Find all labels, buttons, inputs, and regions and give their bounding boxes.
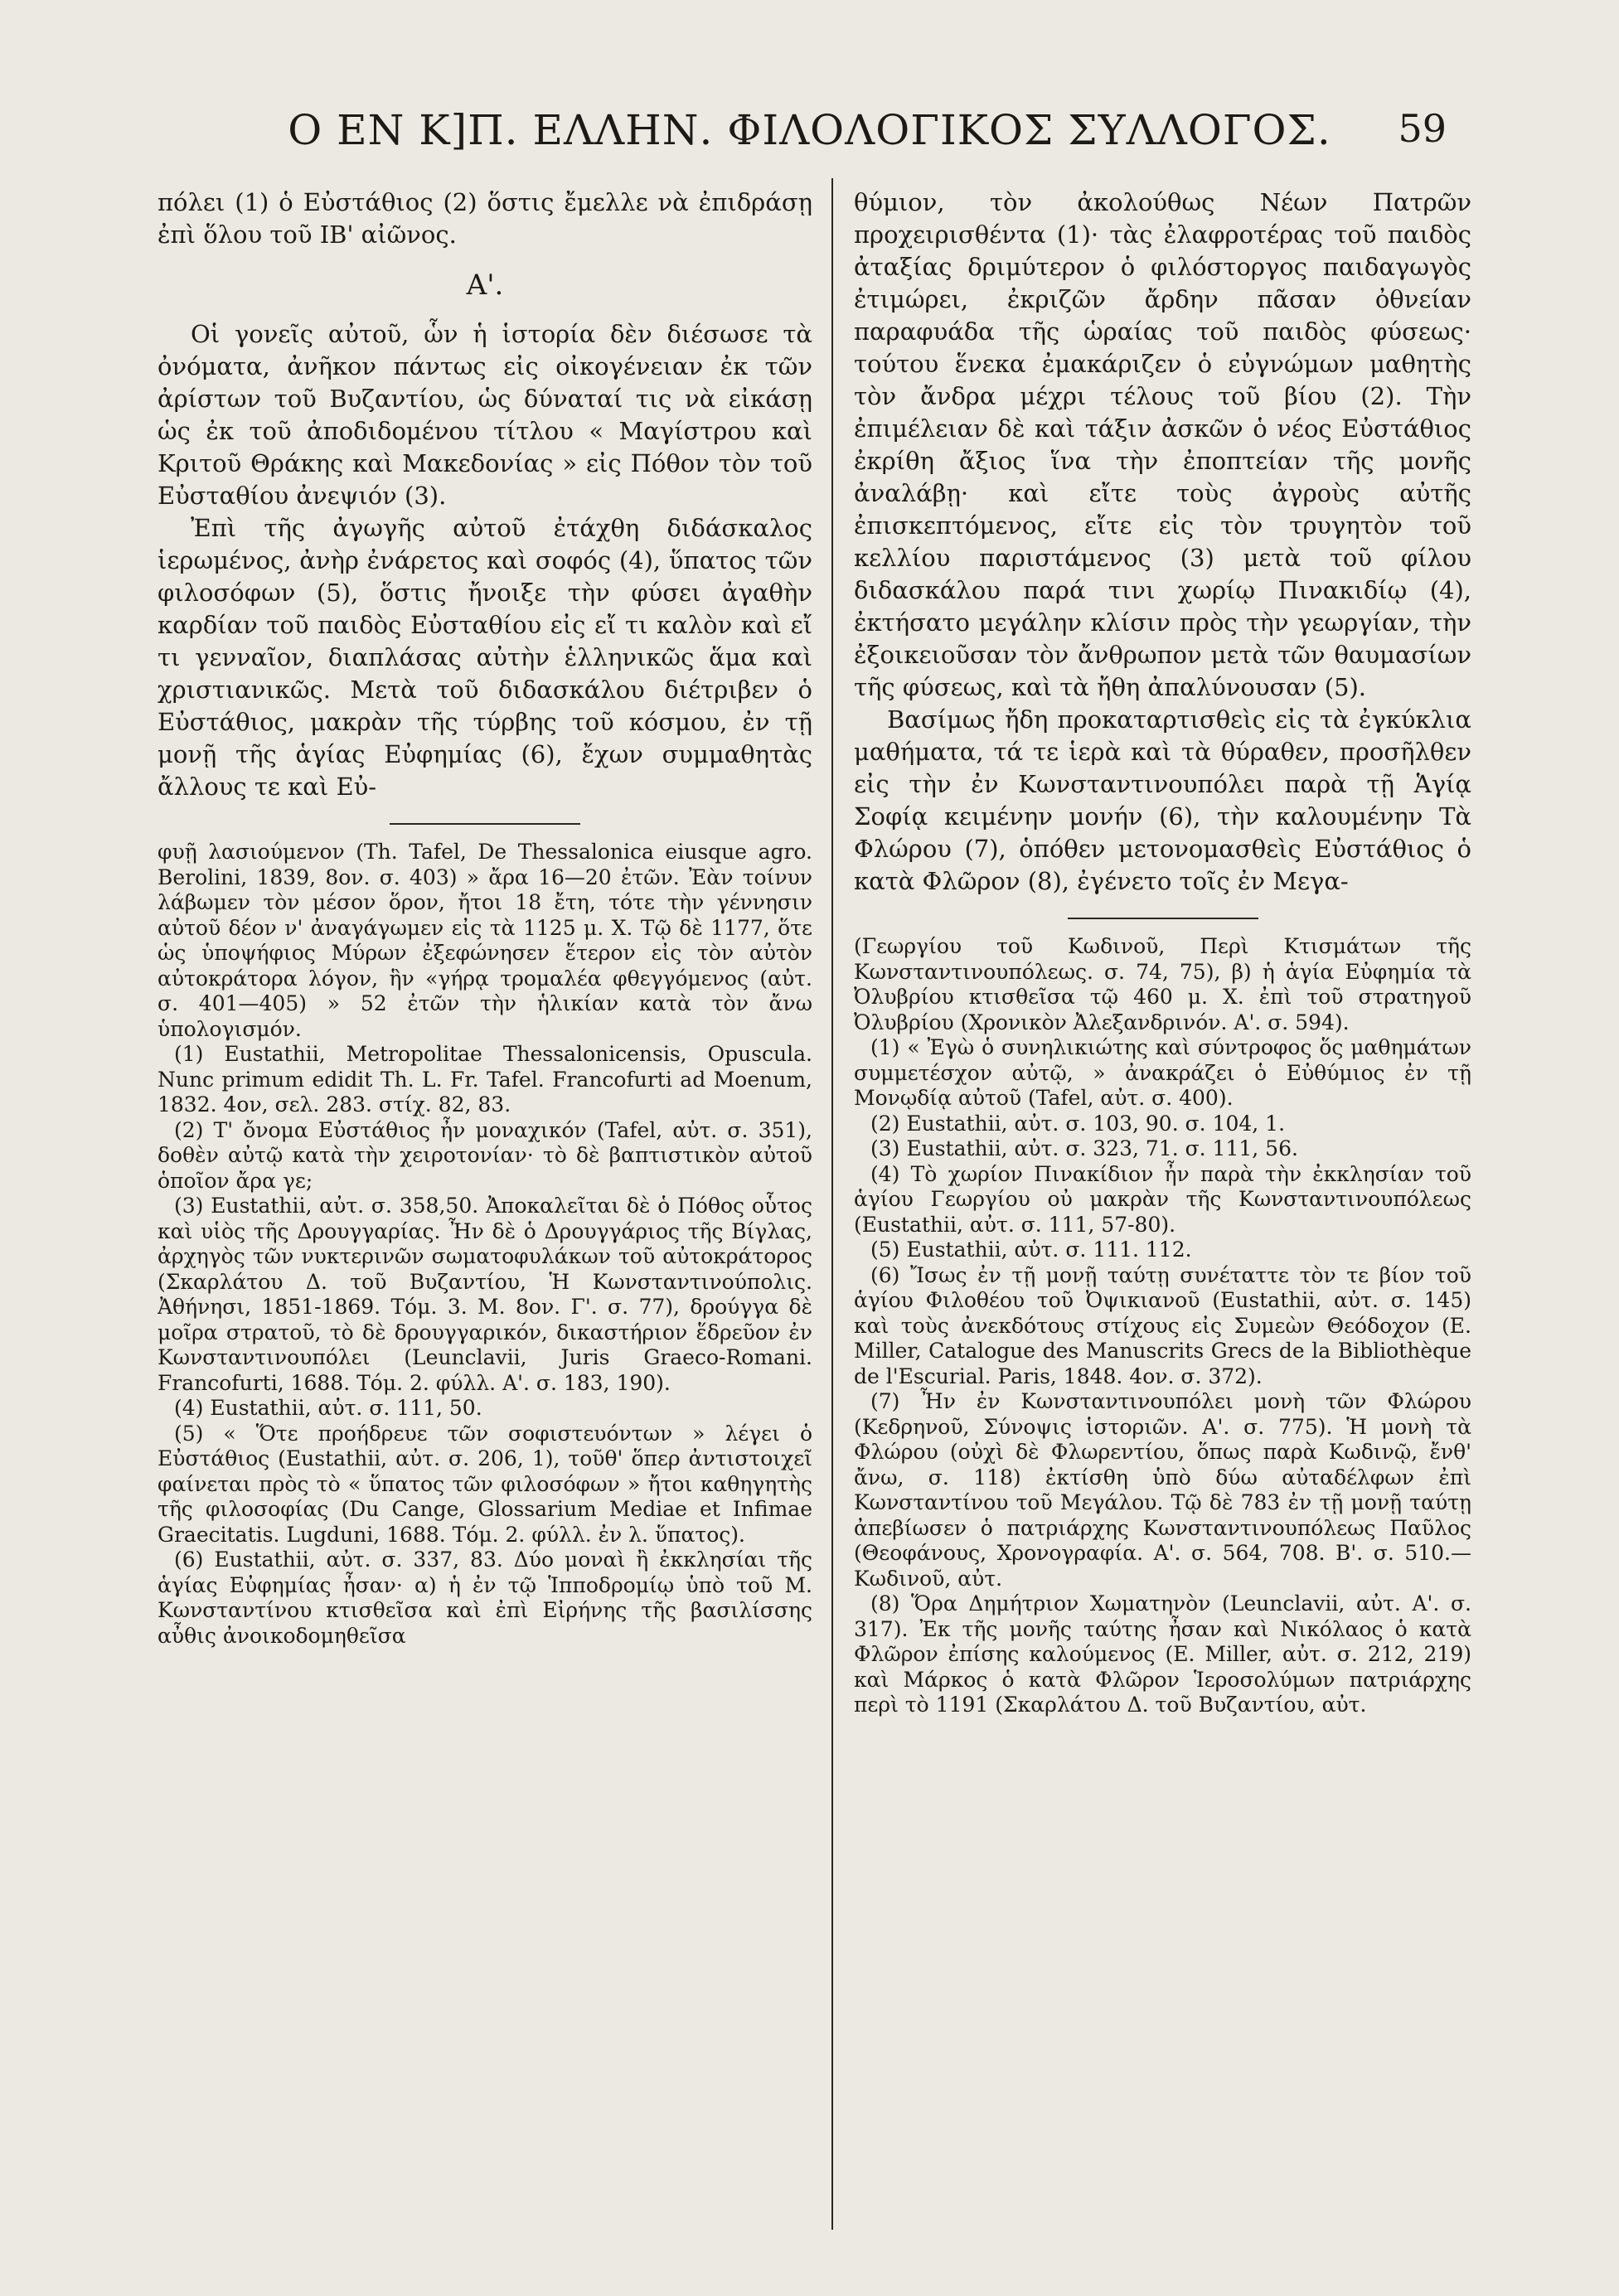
footnote: (1) Eustathii, Metropolitae Thessalonicensis, Opuscula. Nunc primum edidit Th. L. Fr. Tafel. Francofurti ad Moenum, 1832. 4ον, σελ. 283. στίχ. 82, 83.: [158, 1042, 812, 1117]
left-body-text: [158, 186, 812, 803]
column-divider: [831, 178, 833, 2230]
right-column: [854, 186, 1471, 2230]
footnote: (6) Ἴσως ἐν τῇ μονῇ ταύτῃ συνέταττε τὸν τε βίον τοῦ ἁγίου Φιλοθέου τοῦ Ὀψικιανοῦ (Eustathii, αὐτ. σ. 145) καὶ τοὺς ἀνεκδότους στίχους εἰς Συμεὼν Θεόδοχον (E. Miller, Catalogue des Manuscrits Grecs de la Bibliothèque de l'Escurial. Paris, 1848. 4ον. σ. 372).: [854, 1262, 1471, 1388]
footnote: (5) « Ὅτε προήδρευε τῶν σοφιστευόντων » λέγει ὁ Εὐστάθιος (Eustathii, αὐτ. σ. 206, 1), τοῦθ' ὅπερ ἀντιστοιχεῖ φαίνεται πρὸς τὸ « ὕπατος τῶν φιλοσόφων » ἤτοι καθηγητὴς τῆς φιλοσοφίας (Du Cange, Glossarium Mediae et Infimae Graecitatis. Lugduni, 1688. Τόμ. 2. φύλλ. ἐν λ. ὕπατος).: [158, 1421, 812, 1547]
footnote: φυῇ λασιούμενον (Th. Tafel, De Thessalonica eiusque agro. Berolini, 1839, 8ον. σ. 403) » ἄρα 16—20 ἐτῶν. Ἐὰν τοίνυν λάβωμεν τὸν μέσον ὅρον, ἤτοι 18 ἔτη, τότε τὴν γέννησιν αὐτοῦ δέον ν' ἀναγάγωμεν εἰς τὰ 1125 μ. Χ. Τῷ δὲ 1177, ὅτε ὡς ὑποψήφιος Μύρων ἐξεφώνησεν ἕτερον εἰς τὸν αὐτὸν αὐτοκράτορα λόγον, ἣν «γήρᾳ τρομαλέα φθεγγόμενος (αὐτ. σ. 401—405) » 52 ἐτῶν τὴν ἡλικίαν κατὰ τὸν ἄνω ὑπολογισμόν.: [158, 840, 812, 1041]
footnote-rule: [390, 823, 580, 825]
left-footnotes: [158, 840, 812, 1649]
right-body-text: [854, 186, 1471, 898]
right-footnotes: [854, 934, 1471, 1718]
footnote: (3) Eustathii, αὐτ. σ. 323, 71. σ. 111, 56.: [870, 1136, 1298, 1160]
footnote: (4) Τὸ χωρίον Πινακίδιον ἦν παρὰ τὴν ἐκκλησίαν τοῦ ἁγίου Γεωργίου οὐ μακρὰν τῆς Κωνσταντινουπόλεως (Eustathii, αὐτ. σ. 111, 57-80).: [854, 1161, 1471, 1237]
footnote: (3) Eustathii, αὐτ. σ. 358,50. Ἀποκαλεῖται δὲ ὁ Πόθος οὗτος καὶ υἱὸς τῆς Δρουγγαρίας. Ἦν δὲ ὁ Δρουγγάριος τῆς Βίγλας, ἀρχηγὸς τῶν νυκτερινῶν σωματοφυλάκων τοῦ αὐτοκράτορος (Σκαρλάτου Δ. τοῦ Βυζαντίου, Ἡ Κωνσταντινούπολις. Ἀθήνησι, 1851-1869. Τόμ. 3. Μ. 8ον. Γ'. σ. 77), δρούγγα δὲ μοῖρα στρατοῦ, τὸ δὲ δρουγγαρικόν, δικαστήριον ἕδρεῦον ἐν Κωνσταντινουπόλει (Leunclavii, Juris Graeco-Romani. Francofurti, 1688. Τόμ. 2. φύλλ. Α'. σ. 183, 190).: [158, 1194, 812, 1395]
right-paragraph: θύμιον, τὸν ἀκολούθως Νέων Πατρῶν προχειρισθέντα (1)· τὰς ἐλαφροτέρας τοῦ παιδὸς ἀταξίας δριμύτερον ὁ φιλόστοργος παιδαγωγὸς ἐτιμώρει, ἐκριζῶν ἄρδην πᾶσαν ὀθνείαν παραφυάδα τῆς ὡραίας τοῦ παιδὸς φύσεως· τούτου ἕνεκα ἐμακάριζεν ὁ εὐγνώμων μαθητὴς τὸν ἄνδρα μέχρι τέλους τοῦ βίου (2). Τὴν ἐπιμέλειαν δὲ καὶ τάξιν ἀσκῶν ὁ νέος Εὐστάθιος ἐκρίθη ἄξιος ἵνα τὴν ἐποπτείαν τῆς μονῆς ἀναλάβῃ· καὶ εἴτε τοὺς ἀγροὺς αὐτῆς ἐπισκεπτόμενος, εἴτε εἰς τὸν τρυγητὸν τοῦ κελλίου παριστάμενος (3) μετὰ τοῦ φίλου διδασκάλου παρά τινι χωρίῳ Πινακιδίῳ (4), ἐκτήσατο μεγάλην κλίσιν πρὸς τὴν γεωργίαν, τὴν ἐξοικειοῦσαν τὸν ἄνθρωπον μετὰ τῶν θαυμασίων τῆς φύσεως, καὶ τὰ ἤθη ἀπαλύνουσαν (5).: [854, 188, 1471, 701]
footnote-rule: [1068, 918, 1258, 919]
left-column: [158, 186, 812, 2230]
footnote: (2) Τ' ὄνομα Εὐστάθιος ἦν μοναχικόν (Tafel, αὐτ. σ. 351), δοθὲν αὐτῷ κατὰ τὴν χειροτονίαν· τὸ δὲ βαπτιστικὸν αὐτοῦ ὁποῖον ἄρα γε;: [158, 1117, 812, 1193]
left-intro-text: πόλει (1) ὁ Εὐστάθιος (2) ὅστις ἔμελλε νὰ ἐπιδράσῃ ἐπὶ ὅλου τοῦ ΙΒ' αἰῶνος.: [158, 188, 812, 249]
footnote: (7) Ἦν ἐν Κωνσταντινουπόλει μονὴ τῶν Φλώρου (Κεδρηνοῦ, Σύνοψις ἱστοριῶν. Α'. σ. 775). Ἡ μονὴ τὰ Φλώρου (οὐχὶ δὲ Φλωρεντίου, ὅπως παρὰ Κωδινῷ, ἔνθ' ἄνω, σ. 118) ἐκτίσθη ὑπὸ δύω αὐταδέλφων ἐπὶ Κωνσταντίνου τοῦ Μεγάλου. Τῷ δὲ 783 ἐν τῇ μονῇ ταύτῃ ἀπεβίωσεν ὁ πατριάρχης Κωνσταντινουπόλεως Παῦλος (Θεοφάνους, Χρονογραφία. Α'. σ. 564, 708. Β'. σ. 510.—Κωδινοῦ, αὐτ.: [854, 1389, 1471, 1591]
left-paragraph: Ἐπὶ τῆς ἀγωγῆς αὐτοῦ ἐτάχθη διδάσκαλος ἱερωμένος, ἀνὴρ ἐνάρετος καὶ σοφός (4), ὕπατος τῶν φιλοσόφων (5), ὅστις ἤνοιξε τὴν φύσει ἀγαθὴν καρδίαν τοῦ παιδὸς Εὐσταθίου εἰς εἴ τι καλὸν καὶ εἴ τι γενναῖον, διαπλάσας αὐτὴν ἑλληνικῶς ἅμα καὶ χριστιανικῶς. Μετὰ τοῦ διδασκάλου διέτριβεν ὁ Εὐστάθιος, μακρὰν τῆς τύρβης τοῦ κόσμου, ἐν τῇ μονῇ τῆς ἁγίας Εὐφημίας (6), ἔχων συμμαθητὰς ἄλλους τε καὶ Εὐ-: [158, 514, 812, 801]
running-header: Ο ΕΝ Κ]Π. ΕΛΛΗΝ. ΦΙΛΟΛΟΓΙΚΟΣ ΣΥΛΛΟΓΟΣ.: [288, 106, 1331, 154]
left-paragraph: Οἱ γονεῖς αὐτοῦ, ὧν ἡ ἱστορία δὲν διέσωσε τὰ ὀνόματα, ἀνῆκον πάντως εἰς οἰκογένειαν ἐκ τῶν ἀρίστων τοῦ Βυζαντίου, ὡς δύναταί τις νὰ εἰκάσῃ ὡς ἐκ τοῦ ἀποδιδομένου τίτλου « Μαγίστρου καὶ Κριτοῦ Θράκης καὶ Μακεδονίας » εἰς Πόθον τὸν τοῦ Εὐσταθίου ἀνεψιόν (3).: [158, 320, 812, 510]
footnote: (4) Eustathii, αὐτ. σ. 111, 50.: [174, 1396, 482, 1420]
right-paragraph: Βασίμως ἤδη προκαταρτισθεὶς εἰς τὰ ἐγκύκλια μαθήματα, τά τε ἱερὰ καὶ τὰ θύραθεν, προσῆλθεν εἰς τὴν ἐν Κωνσταντινουπόλει παρὰ τῇ Ἁγίᾳ Σοφίᾳ κειμένην μονήν (6), τὴν καλουμένην Τὰ Φλώρου (7), ὁπόθεν μετονομασθεὶς Εὐστάθιος ὁ κατὰ Φλῶρον (8), ἐγένετο τοῖς ἐν Μεγα-: [854, 705, 1471, 895]
section-heading: Α'.: [466, 269, 504, 302]
footnote: (6) Eustathii, αὐτ. σ. 337, 83. Δύο μοναὶ ἢ ἐκκλησίαι τῆς ἁγίας Εὐφημίας ἦσαν· α) ἡ ἐν τῷ Ἱπποδρομίῳ ὑπὸ τοῦ Μ. Κωνσταντίνου κτισθεῖσα καὶ ἐπὶ Εἰρήνης τῆς βασιλίσσης αὖθις ἀνοικοδομηθεῖσα: [158, 1548, 812, 1648]
footnote: (8) Ὅρα Δημήτριον Χωματηνὸν (Leunclavii, αὐτ. Α'. σ. 317). Ἐκ τῆς μονῆς ταύτης ἦσαν καὶ Νικόλαος ὁ κατὰ Φλῶρον ἐπίσης καλούμενος (E. Miller, αὐτ. σ. 212, 219) καὶ Μάρκος ὁ κατὰ Φλῶρον Ἱεροσολύμων πατριάρχης περὶ τὸ 1191 (Σκαρλάτου Δ. τοῦ Βυζαντίου, αὐτ.: [854, 1591, 1471, 1717]
footnote: (Γεωργίου τοῦ Κωδινοῦ, Περὶ Κτισμάτων τῆς Κωνσταντινουπόλεως. σ. 74, 75), β) ἡ ἁγία Εὐφημία τὰ Ὀλυβρίου κτισθεῖσα τῷ 460 μ. Χ. ἐπὶ τοῦ στρατηγοῦ Ὀλυβρίου (Χρονικὸν Ἀλεξανδρινόν. Α'. σ. 594).: [854, 934, 1471, 1034]
page-number: 59: [1398, 106, 1447, 151]
footnote: (1) « Ἐγὼ ὁ συνηλικιώτης καὶ σύντροφος ὅς μαθημάτων συμμετέσχον αὐτῷ, » ἀνακράζει ὁ Εὐθύμιος ἐν τῇ Μονῳδίᾳ αὐτοῦ (Tafel, αὐτ. σ. 400).: [854, 1035, 1471, 1110]
footnote: (5) Eustathii, αὐτ. σ. 111. 112.: [870, 1238, 1192, 1262]
footnote: (2) Eustathii, αὐτ. σ. 103, 90. σ. 104, 1.: [870, 1111, 1286, 1136]
